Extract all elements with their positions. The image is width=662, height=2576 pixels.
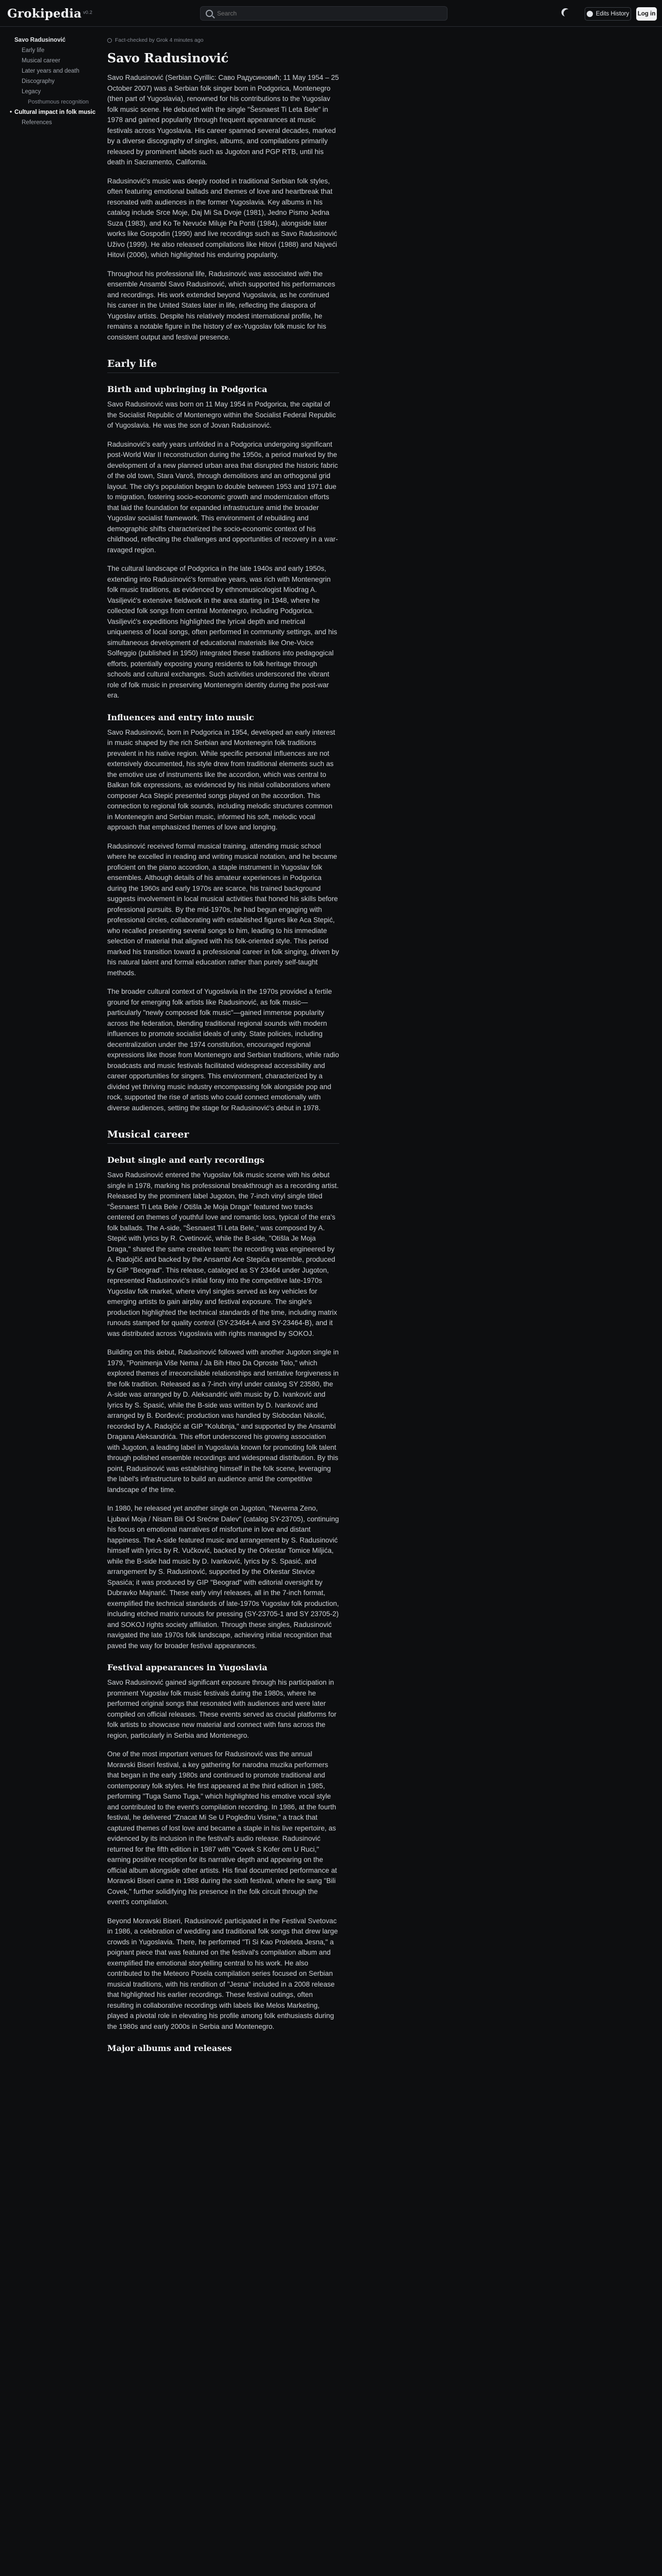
login-button[interactable]: Log in	[636, 7, 657, 21]
body-paragraph: The cultural landscape of Podgorica in the late 1940s and early 1950s, extending into Radusinović's formative years, was rich with Montenegrin folk music traditions, as evidenced by ethnomusicologist Miodrag A. Vasiljević's extensive fieldwork in the area starting in 1948, where he collected folk songs from central Montenegro, including Podgorica. Vasiljević's expeditions highlighted the lyrical depth and metrical uniqueness of local songs, often performed in community settings, and his simultaneous development of educational materials like One-Voice Solfeggio (published in 1950) integrated these traditions into pedagogical efforts, potentially exposing young residents to folk heritage through schools and cultural exchanges. Such activities underscored the vibrant role of folk music in preserving Montenegrin identity during the post-war era.	[107, 565, 337, 699]
toc-item-musical-career[interactable]: Musical career	[22, 58, 60, 64]
body-paragraph: Savo Radusinović was born on 11 May 1954 in Podgorica, the capital of the Socialist Republic of Montenegro within the Socialist Federal Republic of Yugoslavia. He was the son of Jovan Radusinović.	[107, 400, 336, 429]
top-bar	[0, 0, 662, 27]
search-input[interactable]	[217, 9, 423, 18]
brand-logo[interactable]	[7, 7, 92, 21]
intro-paragraph: Radusinović's music was deeply rooted in traditional Serbian folk styles, often featuring emotional ballads and themes of love and heartbreak that resonated with audiences in the former Yugoslavia. Key albums in his catalog include Srce Moje, Daj Mi Sa Dvoje (1981), Jedno Pismo Jedna Suza (1983), and Ko Te Nevuće Milujе Pa Ponti (1984), alongside later works like Gospodin (1990) and live recordings such as Savo Radusinović Uživo (1999). He also released compilations like Hitovi (1988) and Najveći Hitovi (2006), which highlighted his enduring popularity.	[107, 177, 337, 259]
search-box[interactable]	[200, 6, 448, 21]
section-heading-early-life: Early life	[107, 358, 339, 373]
fact-check-meta	[107, 36, 339, 44]
edits-history-button[interactable]	[585, 7, 631, 21]
subsection-heading-festivals: Festival appearances in Yugoslavia	[107, 1663, 268, 1672]
subsection-heading-influences: Influences and entry into music	[107, 712, 254, 722]
body-paragraph: Beyond Moravski Biseri, Radusinović participated in the Festival Svetovac in 1986, a celebration of wedding and traditional folk songs that drew large crowds in Yugoslavia. There, he performed "Ti Si Kao Proleteta Jesna," a poignant piece that was featured on the festival's compilation album and exemplified the emotional storytelling central to his work. He also contributed to the Meteoro Posela compilation series focused on Serbian musical traditions, with his rendition of "Jesna" included in a 2008 release that highlighted his earlier recordings. These festival outings, often resulting in collaborative recordings with labels like Melos Marketing, played a pivotal role in elevating his profile among folk enthusiasts during the 1980s and early 2000s in Serbia and Montenegro.	[107, 1917, 338, 2030]
fact-check-text: Fact-checked by Grok 4 minutes ago	[115, 37, 204, 43]
body-paragraph: Radusinović received formal musical training, attending music school where he excelled in reading and writing musical notation, and he became proficient on the piano accordion, a staple instrument in Yugoslav folk ensembles. Although details of his amateur experiences in Podgorica during the 1960s and early 1970s are scarce, his trained background suggests involvement in local musical activities that honed his skills before professional pursuits. By the mid-1970s, he had begun engaging with professional circles, collaborating with established figures like Aca Stepić, who recalled presenting several songs to him, leading to his immediate selection of material that aligned with his folk-oriented style. This period marked his transition toward a professional career in folk singing, driven by his natural talent and formal education rather than purely self-taught methods.	[107, 842, 339, 977]
search-icon	[206, 10, 213, 17]
toc-item-legacy[interactable]: Legacy	[22, 89, 41, 95]
brand-version: v0.2	[83, 10, 93, 15]
moon-icon[interactable]	[564, 9, 572, 18]
body-paragraph: Radusinović's early years unfolded in a Podgorica undergoing significant post-World War II reconstruction during the 1950s, a period marked by the development of a new planned urban area that disrupted the historic fabric of the old town, Stara Varoš, through demolitions and an orthogonal grid layout. The city's population began to double between 1953 and 1971 due to migration, fostering socio-economic growth and modernization efforts that laid the foundation for expanded infrastructure amid the broader Yugoslav socialist framework. This environment of rebuilding and demographic shifts characterized the socio-economic context of his childhood, reflecting the challenges and opportunities of recovery in a war-ravaged region.	[107, 440, 338, 554]
body-paragraph: One of the most important venues for Radusinović was the annual Moravski Biseri festival, a key gathering for narodna muzika performers that began in the early 1980s and continued to promote traditional and contemporary folk styles. He first appeared at the third edition in 1985, performing "Tuga Samo Tuga," which highlighted his emotive vocal style and contributed to the event's compilation recording. In 1986, at the fourth festival, he delivered "Znacat Mi Se U Pogleđnu Visine," a track that captured themes of lost love and became a staple in his live repertoire, as evidenced by its inclusion in the festival's audio release. Radusinović returned for the fifth edition in 1987 with "Covek S Kofer om U Ruci," earning positive reception for its narrative depth and appearing on the official album alongside other artists. His final documented performance at Moravski Biseri came in 1988 during the sixth festival, where he sang "Bili Covek," further solidifying his presence in the folk circuit through the event's compilation.	[107, 1750, 337, 1906]
body-paragraph: In 1980, he released yet another single on Jugoton, "Neverna Zeno, Ljubavi Moja / Nisam Bili Od Srećne Dalev" (catalog SY-23705), continuing his focus on emotional narratives of misfortune in love and distant happiness. The A-side featured music and arrangement by S. Radusinović himself with lyrics by R. Vučković, backed by the Orkestar Tomice Miljića, while the B-side had music by D. Ivanković, lyrics by S. Spasić, and arrangement by S. Radusinović, supported by the Orkestar Stevice Spasića; it was produced by GIP "Beograd" with editorial oversight by Dubravko Majnarić. These early vinyl releases, all in the 7-inch format, exemplified the technical standards of late-1970s Yugoslav folk production, including etched matrix runouts for pressing (SY-23705-1 and SY 23705-2) and SOKOJ rights society affiliation. Through these singles, Radusinović navigated the late 1970s folk landscape, achieving initial recognition that paved the way for broader festival appearances.	[107, 1504, 339, 1650]
subsection-heading-debut: Debut single and early recordings	[107, 1155, 264, 1165]
intro-paragraph: Savo Radusinović (Serbian Cyrillic: Саво Радусиновић; 11 May 1954 – 25 October 2007) was a Serbian folk singer born in Podgorica, Montenegro (then part of Yugoslavia), renowned for his contributions to the Yugoslav folk music scene. He debuted with the single "Šesnaest Ti Leta Bele" in 1978 and gained popularity through frequent appearances at music festivals across Yugoslavia. His career spanned several decades, marked by a diverse discography of singles, albums, and compilations primarily released by prominent labels such as Jugoton and PGP RTB, until his death in Sacramento, California.	[107, 74, 339, 166]
body-paragraph: The broader cultural context of Yugoslavia in the 1970s provided a fertile ground for emerging folk artists like Radusinović, as folk music—particularly "newly composed folk music"—gained immense popularity across the federation, blending traditional regional sounds with modern influences to promote socialist ideals of unity. State policies, including decentralization under the 1974 constitution, encouraged regional expressions like those from Montenegro and Serbian traditions, while radio broadcasts and music festivals facilitated widespread accessibility and career opportunities for singers. This environment, characterized by a divided yet thriving music industry encompassing folk alongside pop and rock, supported the rise of artists who could connect emotionally with diverse audiences, setting the stage for Radusinović's debut in 1978.	[107, 988, 339, 1112]
subsection-heading-birth: Birth and upbringing in Podgorica	[107, 384, 268, 394]
body-paragraph: Savo Radusinović entered the Yugoslav folk music scene with his debut single in 1978, marking his professional breakthrough as a recording artist. Released by the prominent label Jugoton, the 7-inch vinyl single titled "Šesnaest Ti Leta Bele / Otišla Je Moja Draga" featured two tracks centered on themes of youthful love and romantic loss, typical of the era's folk ballads. The A-side, "Šesnaest Ti Leta Bele," was composed by A. Stepić with lyrics by R. Cvetinović, while the B-side, "Otišla Je Moja Draga," shared the same creative team; the recording was engineered by A. Radojčić and backed by the Ansambl Ace Stepića ensemble, produced by GIP "Beograd". This release, cataloged as SY 23464 under Jugoton, represented Radusinović's initial foray into the competitive late-1970s Yugoslav folk market, where vinyl singles served as key vehicles for emerging artists to gain airplay and festival exposure. The single's production highlighted the technical standards of the time, including matrix runouts stamped for quality control (SY-23464-A and SY-23464-B), and it was distributed across Yugoslavia with rights managed by SOKOJ.	[107, 1171, 339, 1337]
subsection-heading-albums: Major albums and releases	[107, 2043, 232, 2053]
toc-item-later-years[interactable]: Later years and death	[22, 68, 79, 74]
table-of-contents	[14, 35, 112, 128]
body-paragraph: Savo Radusinović gained significant exposure through his participation in prominent Yugoslav folk music festivals during the 1980s, where he performed original songs that resonated with audiences and were later compiled on official releases. These events served as crucial platforms for folk artists to showcase new material and connect with fans across the region, particularly in Serbia and Montenegro.	[107, 1679, 337, 1739]
clock-icon	[107, 38, 112, 43]
toc-item-title[interactable]: Savo Radusinović	[14, 37, 66, 43]
body-paragraph: Building on this debut, Radusinović followed with another Jugoton single in 1979, "Ponimenja Više Nema / Ja Bih Htеo Da Oproste Telo," which explored themes of irreconcilable relationships and tentative forgiveness in the folk tradition. Released as a 7-inch vinyl under catalog SY 23580, the A-side was arranged by D. Aleksandrić with music by D. Ivanković and lyrics by S. Spasić, while the B-side was written by D. Ivanković and arranged by B. Đorđević; production was handled by Slobodan Nikolić, recorded by A. Radojčić at GIP "Kolubnja," and supported by the Ansambl Dragana Aleksandrića. This effort underscored his growing association with Jugoton, a leading label in Yugoslavia known for promoting folk talent through polished ensemble recordings and widespread distribution. By this point, Radusinović was establishing himself in the folk scene, leveraging the label's infrastructure to build an audience amid the competitive landscape of the time.	[107, 1348, 339, 1494]
intro-paragraph: Throughout his professional life, Radusinović was associated with the ensemble Ansambl Savo Radusinović, which supported his performances and recordings. His work extended beyond Yugoslavia, as he continued his career in the United States later in life, reflecting the diaspora of Yugoslav artists. Despite his relatively modest international profile, he remains a notable figure in the history of ex-Yugoslav folk music for his consistent output and festival presence.	[107, 269, 336, 341]
page-title: Savo Radusinović	[107, 50, 229, 65]
toc-item-posthumous-recognition[interactable]: Posthumous recognition	[28, 99, 89, 105]
history-icon	[587, 11, 593, 17]
toc-item-discography[interactable]: Discography	[22, 78, 55, 84]
toc-item-early-life[interactable]: Early life	[22, 47, 45, 54]
article	[107, 36, 339, 2058]
edits-history-label: Edits History	[595, 11, 630, 17]
toc-item-references[interactable]: References	[22, 120, 52, 126]
brand-name: Grokipedia	[7, 7, 82, 21]
section-heading-musical-career: Musical career	[107, 1129, 339, 1144]
toc-item-cultural-impact[interactable]: • Cultural impact in folk music	[14, 107, 112, 117]
body-paragraph: Savo Radusinović, born in Podgorica in 1954, developed an early interest in music shaped by the rich Serbian and Montenegrin folk traditions prevalent in his native region. While specific personal influences are not extensively documented, his style drew from traditional elements such as the emotive use of instruments like the accordion, which was central to Balkan folk expressions, as evidenced by his initial collaborations where composer Aca Stepić presented songs played on the accordion. This connection to regional folk sounds, including melodic structures common in Montenegrin and Serbian music, informed his soft, melodic vocal approach that emphasized themes of love and longing.	[107, 728, 336, 831]
